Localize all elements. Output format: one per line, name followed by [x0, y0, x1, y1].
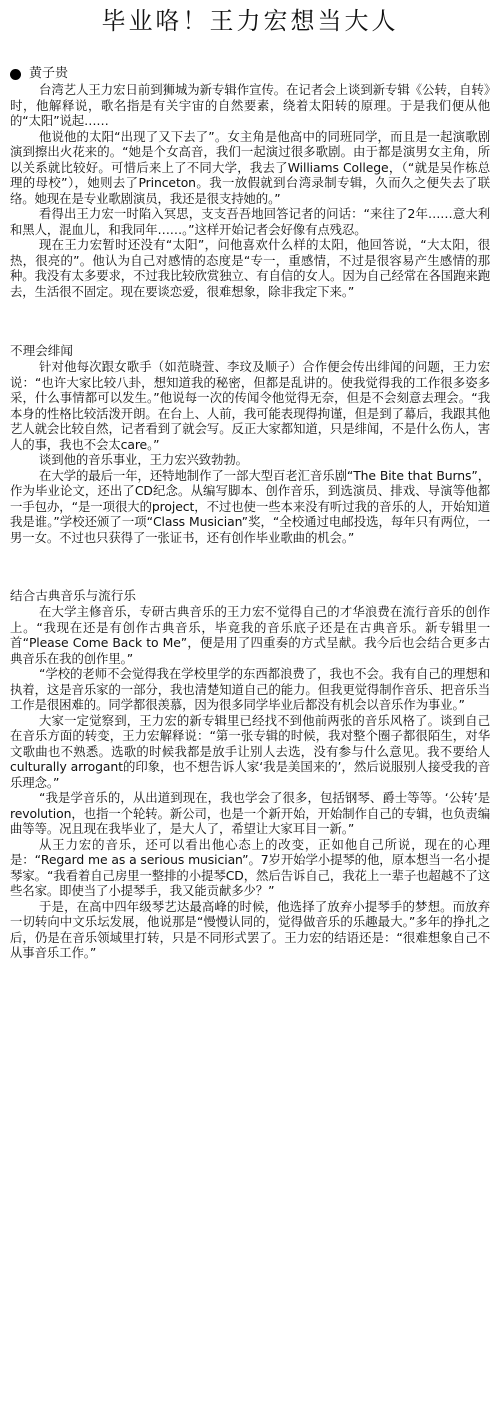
intro-paragraph: 看得出王力宏一时陷入冥思，支支吾吾地回答记者的问话：“来往了2年……意大利和黑人，混血儿，和我同年……。”这样开始记者会好像有点残忍。	[10, 206, 490, 237]
intro-paragraph: 台湾艺人王力宏日前到狮城为新专辑作宣传。在记者会上谈到新专辑《公转，自转》时，他解释说，歌名指是有关宇宙的自然要素，绕着太阳转的原理。于是我们便从他的“太阳”说起……	[10, 82, 490, 128]
article-title: 毕业咯！王力宏想当大人	[101, 7, 399, 35]
body-paragraph: 谈到他的音乐事业，王力宏兴致勃勃。	[39, 452, 248, 467]
body-paragraph: 针对他每次跟女歌手（如范晓萱、李玟及顺子）合作便会传出绯闻的问题，王力宏说：“也许大家比较八卦，想知道我的秘密，但都是乱讲的。使我觉得我的工作很多姿多采，什么事情都可以发生。”他说每一次的传闻令他觉得无奈，但是不会刻意去理会。“我本身的性格比较活泼开朗。在台上、人前，我可能表现得拘谨，但是到了幕后，我跟其他艺人就会比较自然，记者看到了就会写。反正大家都知道，只是绯闻，不是什么伤人，害人的事，我也不会太care。”	[10, 359, 490, 452]
body-paragraph: 在大学的最后一年，还特地制作了一部大型百老汇音乐剧“The Bite that Burns”，作为毕业论文，还出了CD纪念。从编写脚本、创作音乐，到选演员、排戏、导演等他都一手包办，“是一项很大的project，不过也使一些本来没有听过我的音乐的人，开始知道我是谁。”学校还颁了一项“Class Musician”奖，“全校通过电邮投选，每年只有两位，一男一女。不过也只获得了一张证书，还有创作毕业歌曲的机会。”	[10, 467, 490, 545]
byline	[10, 66, 490, 82]
author-name: 黄子贵	[29, 66, 69, 81]
body-paragraph: 在大学主修音乐，专研古典音乐的王力宏不觉得自己的才华浪费在流行音乐的创作上。“我现在还是有创作古典音乐，毕竟我的音乐底子还是在古典音乐。新专辑里一首“Please Come Back to Me”，便是用了四重奏的方式呈献。我今后也会结合更多古典音乐在我的创作里。”	[10, 604, 490, 666]
body-paragraph: 从王力宏的音乐，还可以看出他心态上的改变，正如他自己所说，现在的心理是：“Regard me as a serious musician”。7岁开始学小提琴的他，原本想当一名小提琴家。“我看着自己房里一整排的小提琴CD，然后告诉自己，我花上一辈子也超越不了这些名家。即使当了小提琴手，我又能贡献多少？”	[10, 836, 490, 898]
intro-paragraph: 他说他的太阳“出现了又下去了”。女主角是他高中的同班同学，而且是一起演歌剧演到擦出火花来的。“她是个女高音，我们一起演过很多歌剧。由于都是演男女主角，所以关系就比较好。可惜后来上了不同大学，我去了Williams College，（“就是吴作栋总理的母校”），她则去了Princeton。我一放假就到台湾录制专辑，久而久之便失去了联络。她现在是专业歌剧演员，我还是很支持她的。”	[10, 128, 490, 206]
body-paragraph: “学校的老师不会觉得我在学校里学的东西都浪费了，我也不会。我有自己的理想和执着，这是音乐家的一部分，我也清楚知道自己的能力。但我更觉得制作音乐、把音乐当工作是很困难的。同学都很羡慕，因为很多同学毕业后都没有机会以音乐作为事业。”	[10, 666, 490, 712]
section-heading: 不理会绯闻	[10, 343, 73, 358]
section-heading: 结合古典音乐与流行乐	[10, 588, 136, 603]
body-paragraph: 大家一定觉察到，王力宏的新专辑里已经找不到他前两张的音乐风格了。谈到自己在音乐方面的转变，王力宏解释说：“第一张专辑的时候，我对整个圈子都很陌生，对华文歌曲也不熟悉。选歌的时候我都是放手让别人去选，没有参与什么意见。我不要给人culturally arrogant的印象，也不想告诉人家‘我是美国来的’，然后说服别人接受我的音乐理念。”	[10, 712, 490, 790]
article-page	[0, 6, 500, 1403]
body-paragraph: “我是学音乐的，从出道到现在，我也学会了很多，包括钢琴、爵士等等。‘公转’是revolution，也指一个轮转。新公司，也是一个新开始，开始制作自己的专辑，也负责编曲等等。况且现在我毕业了，是大人了，希望让大家耳目一新。”	[10, 790, 490, 836]
bullet-icon	[10, 69, 21, 80]
intro-paragraph: 现在王力宏暂时还没有“太阳”，问他喜欢什么样的太阳，他回答说，“大太阳，很热，很亮的”。他认为自己对感情的态度是“专一，重感情，不过是很容易产生感情的那种。我没有太多要求，不过我比较欣赏独立、有自信的女人。因为自己经常在各国跑来跑去，生活很不固定。现在要谈恋爱，很难想象，除非我定下来。”	[10, 237, 490, 299]
body-paragraph: 于是，在高中四年级琴艺达最高峰的时候，他选择了放弃小提琴手的梦想。而放弃一切转向中文乐坛发展，他说那是“慢慢认同的，觉得做音乐的乐趣最大。”多年的挣扎之后，仍是在音乐领域里打转，只是不同形式罢了。王力宏的结语还是：“很难想象自己不从事音乐工作。”	[10, 898, 490, 960]
